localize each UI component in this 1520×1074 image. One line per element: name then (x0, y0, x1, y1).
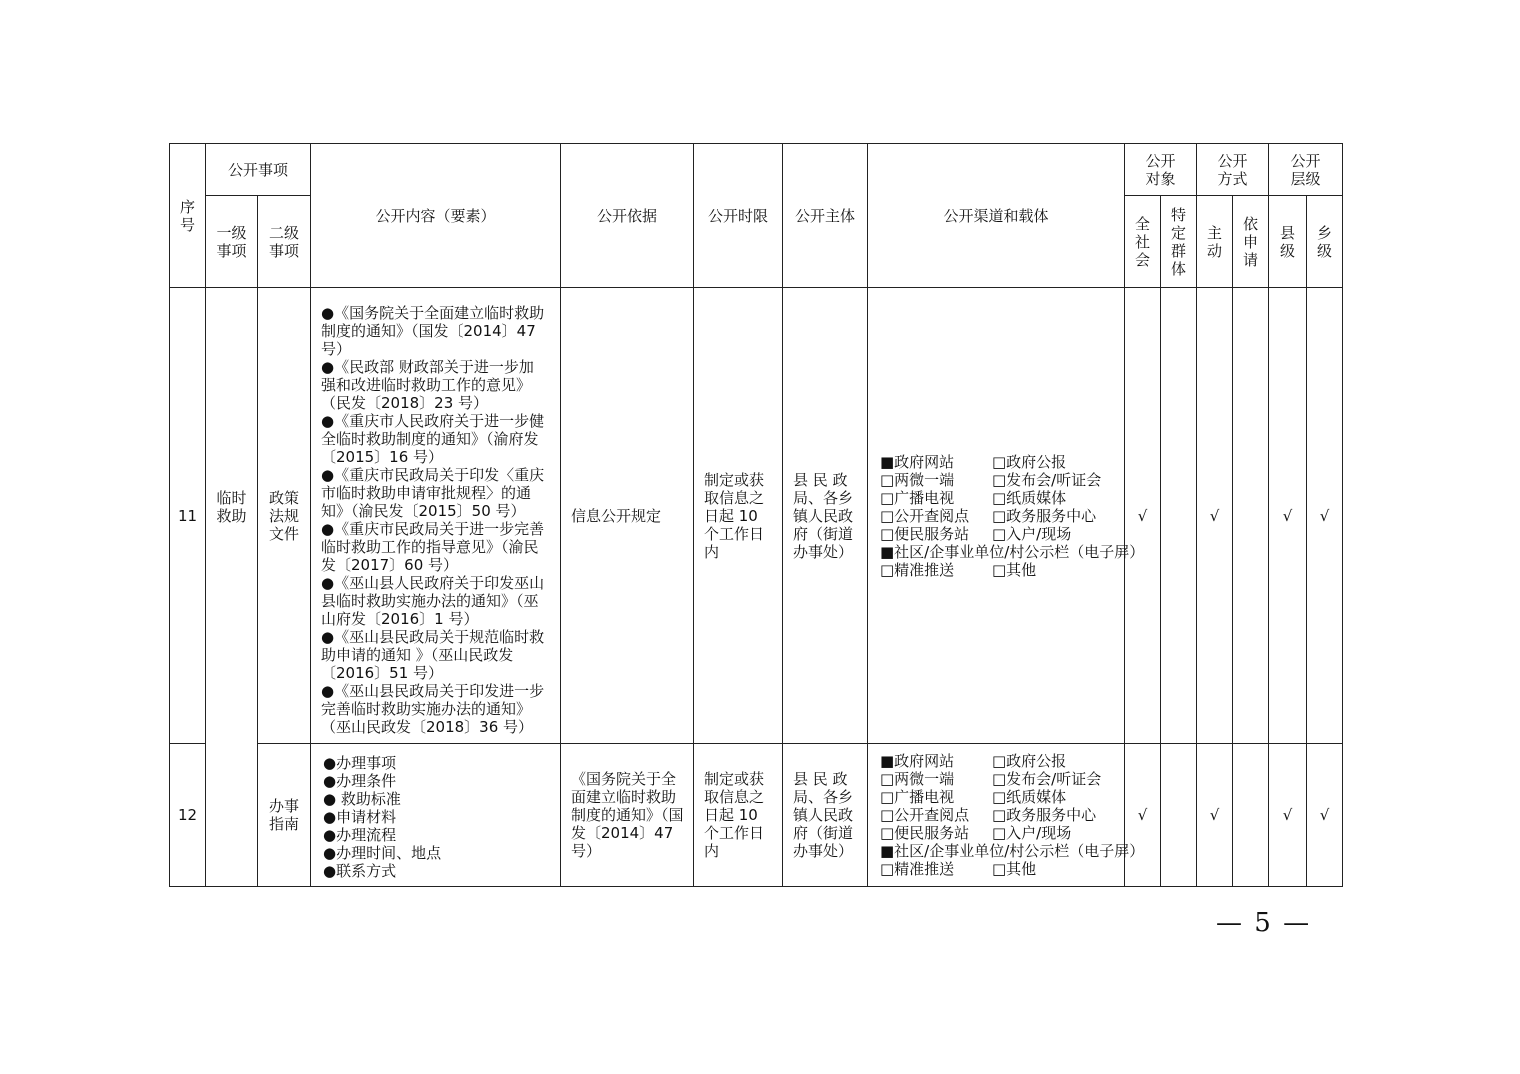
channel-item: □发布会/听证会 (992, 770, 1102, 788)
content-line: ●《民政部 财政部关于进一步加 (321, 358, 534, 376)
channel-item: □两微一端 (880, 770, 955, 788)
content-line: ● 救助标准 (323, 790, 401, 808)
row-level2: 政策法规文件 (258, 288, 311, 744)
row-level-town: √ (1307, 288, 1343, 744)
page-number: — 5 — (1216, 908, 1312, 938)
channel-item: □政府公报 (992, 452, 1067, 471)
row-content (311, 288, 561, 744)
row-target-all: √ (1125, 288, 1161, 744)
channel-item: □其他 (992, 560, 1037, 579)
row-subject: 县 民 政局、各乡镇人民政府（街道办事处） (783, 288, 868, 744)
row-seq: 11 (170, 288, 206, 744)
content-line: 助申请的通知 》（巫山民政发 (321, 646, 514, 664)
row-level-town: √ (1307, 744, 1343, 887)
channel-item: ■社区/企事业单位/村公示栏（电子屏） (880, 542, 1145, 561)
row-method-active: √ (1197, 744, 1233, 887)
content-line: ●《巫山县人民政府关于印发巫山 (321, 574, 545, 592)
content-line: ●联系方式 (323, 862, 397, 880)
channel-item: □入户/现场 (992, 824, 1072, 842)
content-line: ●办理条件 (323, 772, 397, 790)
header-basis: 公开依据 (561, 144, 694, 288)
content-line: ●《巫山县民政局关于规范临时救 (321, 628, 545, 646)
content-line: 〔2016〕51 号） (321, 664, 444, 682)
content-line: 发〔2017〕60 号） (321, 556, 459, 574)
content-line: ●《巫山县民政局关于印发进一步 (321, 682, 545, 700)
row-basis: 信息公开规定 (561, 288, 694, 744)
row-level-county: √ (1269, 744, 1307, 887)
row-target-specific (1161, 288, 1197, 744)
table-row (170, 744, 1343, 887)
channel-item: □纸质媒体 (992, 788, 1067, 806)
content-line: ●办理事项 (323, 754, 397, 772)
row-level2: 办事指南 (258, 744, 311, 887)
row-subject: 县 民 政局、各乡镇人民政府（街道办事处） (783, 744, 868, 887)
disclosure-table (169, 143, 1343, 887)
channel-item: □公开查阅点 (880, 506, 970, 525)
content-line: 山府发〔2016〕1 号） (321, 610, 479, 628)
row-content (311, 744, 561, 887)
row-method-request (1233, 744, 1269, 887)
channel-item: □广播电视 (880, 788, 955, 806)
channel-item: □发布会/听证会 (992, 470, 1102, 489)
content-line: 县临时救助实施办法的通知》（巫 (321, 592, 539, 610)
header-level1: 一级事项 (206, 196, 258, 288)
row-method-active: √ (1197, 288, 1233, 744)
header-level-county: 县级 (1269, 196, 1307, 288)
header-item-group: 公开事项 (206, 144, 311, 196)
channel-item: □两微一端 (880, 470, 955, 489)
channel-item: ■政府网站 (880, 752, 955, 770)
row-level-county: √ (1269, 288, 1307, 744)
content-line: ●办理时间、地点 (323, 844, 442, 862)
channel-item: □政务服务中心 (992, 806, 1097, 824)
channel-item: ■政府网站 (880, 452, 955, 471)
table-row (170, 288, 1343, 744)
header-level-group: 公开层级 (1269, 144, 1343, 196)
row-seq: 12 (170, 744, 206, 887)
content-line: ●申请材料 (323, 808, 397, 826)
header-target-group: 公开对象 (1125, 144, 1197, 196)
content-line: ●《重庆市民政局关于进一步完善 (321, 520, 545, 538)
content-line: 知》（渝民发〔2015〕50 号） (321, 502, 526, 520)
channel-item: □入户/现场 (992, 524, 1072, 543)
channel-item: □精准推送 (880, 860, 955, 878)
content-line: ●《重庆市人民政府关于进一步健 (321, 412, 545, 430)
channel-item: □公开查阅点 (880, 806, 970, 824)
row-basis: 《国务院关于全面建立临时救助制度的通知》（国发〔2014〕47 号） (561, 744, 694, 887)
header-level2: 二级事项 (258, 196, 311, 288)
header-target-specific: 特定群体 (1161, 196, 1197, 288)
content-line: 市临时救助申请审批规程〉的通 (321, 484, 532, 502)
header-time-limit: 公开时限 (694, 144, 783, 288)
channel-item: ■社区/企事业单位/村公示栏（电子屏） (880, 842, 1145, 860)
header-method-request: 依申请 (1233, 196, 1269, 288)
content-line: ●《国务院关于全面建立临时救助 (321, 304, 545, 322)
header-level-town: 乡级 (1307, 196, 1343, 288)
content-line: （巫山民政发〔2018〕36 号） (321, 718, 534, 736)
row-channels (868, 744, 1145, 887)
channel-item: □纸质媒体 (992, 488, 1067, 507)
header-seq: 序号 (170, 144, 206, 288)
content-line: 制度的通知》（国发〔2014〕47 号） (321, 322, 536, 358)
channel-item: □精准推送 (880, 560, 955, 579)
row-target-all: √ (1125, 744, 1161, 887)
content-line: 临时救助工作的指导意见》（渝民 (321, 538, 539, 556)
channel-item: □政府公报 (992, 752, 1067, 770)
content-line: ●《重庆市民政局关于印发〈重庆 (321, 466, 545, 484)
content-line: 强和改进临时救助工作的意见》 (321, 376, 532, 394)
channel-item: □广播电视 (880, 488, 955, 507)
channel-item: □其他 (992, 860, 1037, 878)
header-channel: 公开渠道和载体 (868, 144, 1125, 288)
header-row-1 (170, 144, 1343, 196)
row-time-limit: 制定或获取信息之日起 10 个工作日内 (694, 288, 783, 744)
channel-item: □便民服务站 (880, 524, 970, 543)
content-line: 完善临时救助实施办法的通知》 (321, 700, 532, 718)
content-line: ●办理流程 (323, 826, 397, 844)
row-time-limit: 制定或获取信息之日起 10 个工作日内 (694, 744, 783, 887)
header-content: 公开内容（要素） (311, 144, 561, 288)
header-target-all: 全社会 (1125, 196, 1161, 288)
row-method-request (1233, 288, 1269, 744)
level1-item: 临时救助 (206, 288, 258, 887)
content-line: （民发〔2018〕23 号） (321, 394, 489, 412)
row-target-specific (1161, 744, 1197, 887)
content-line: 全临时救助制度的通知》（渝府发 (321, 430, 539, 448)
content-line: 〔2015〕16 号） (321, 448, 444, 466)
channel-item: □政务服务中心 (992, 506, 1097, 525)
header-method-active: 主动 (1197, 196, 1233, 288)
header-subject: 公开主体 (783, 144, 868, 288)
header-method-group: 公开方式 (1197, 144, 1269, 196)
row-channels (868, 288, 1145, 744)
channel-item: □便民服务站 (880, 824, 970, 842)
